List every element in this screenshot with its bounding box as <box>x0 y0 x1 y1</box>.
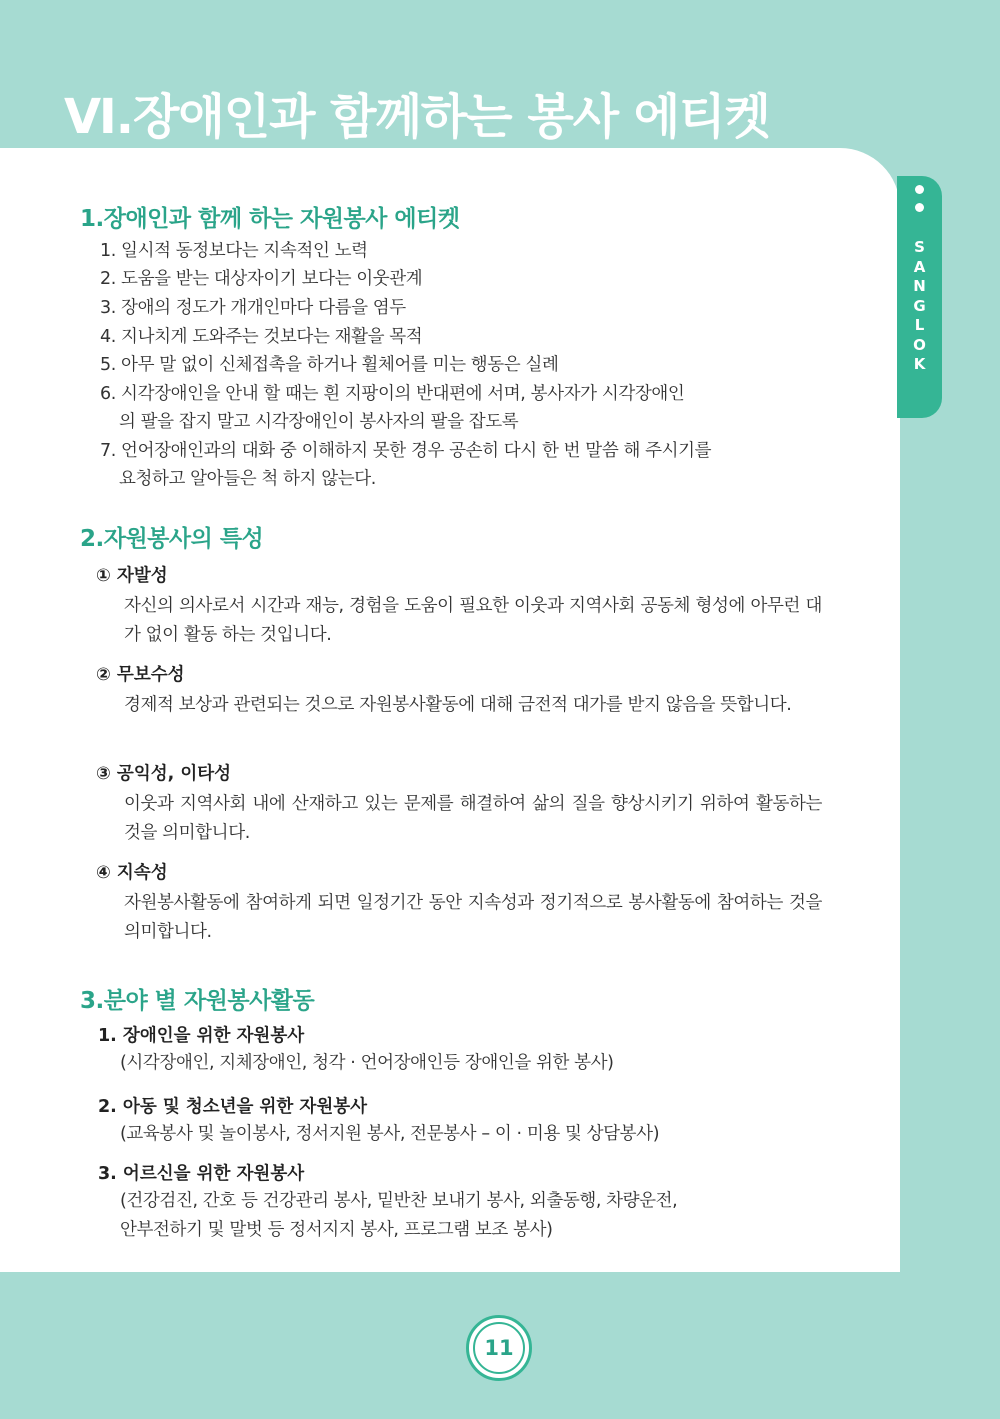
side-tab-letter: O <box>913 335 926 354</box>
field-detail: 안부전하기 및 말벗 등 정서지지 봉사, 프로그램 보조 봉사) <box>120 1220 553 1240</box>
etiquette-item: 2. 도움을 받는 대상자이기 보다는 이웃관계 <box>100 269 423 289</box>
characteristic-text: 자원봉사활동에 참여하게 되면 일정기간 동안 지속성과 정기적으로 봉사활동에 참여하는 것을 의미합니다. <box>124 893 822 942</box>
characteristic-heading: ① 자발성 <box>96 566 168 586</box>
page-number-badge <box>466 1315 532 1381</box>
field-detail: (시각장애인, 지체장애인, 청각 · 언어장애인등 장애인을 위한 봉사) <box>120 1053 614 1073</box>
field-detail: (교육봉사 및 놀이봉사, 정서지원 봉사, 전문봉사 – 이 · 미용 및 상담봉사) <box>120 1124 660 1144</box>
characteristic-heading: ③ 공익성, 이타성 <box>96 764 232 784</box>
etiquette-item: 5. 아무 말 없이 신체접촉을 하거나 휠체어를 미는 행동은 실례 <box>100 355 559 375</box>
side-tab-letter: K <box>913 355 926 373</box>
etiquette-item: 4. 지나치게 도와주는 것보다는 재활을 목적 <box>100 327 423 347</box>
characteristic-heading: ④ 지속성 <box>96 863 168 883</box>
page-number: 11 <box>473 1322 525 1374</box>
etiquette-item: 7. 언어장애인과의 대화 중 이해하지 못한 경우 공손히 다시 한 번 말씀 해 주시기를 <box>100 441 712 461</box>
section-title-characteristics: 2.자원봉사의 특성 <box>80 526 264 552</box>
dots-icon <box>913 185 925 221</box>
characteristic-text: 경제적 보상과 관련되는 것으로 자원봉사활동에 대해 금전적 대가를 받지 않음을 뜻합니다. <box>124 695 792 715</box>
section-title-fields: 3.분야 별 자원봉사활동 <box>80 988 315 1014</box>
characteristic-text: 이웃과 지역사회 내에 산재하고 있는 문제를 해결하여 삶의 질을 향상시키기 위하여 활동하는 것을 의미합니다. <box>124 794 822 843</box>
characteristic-text: 자신의 의사로서 시간과 재능, 경험을 도움이 필요한 이웃과 지역사회 공동체 형성에 아무런 대가 없이 활동 하는 것입니다. <box>124 596 822 645</box>
side-tab <box>897 176 942 418</box>
side-tab-letter: S <box>914 238 925 256</box>
field-heading: 3. 어르신을 위한 자원봉사 <box>98 1164 305 1184</box>
characteristic-heading: ② 무보수성 <box>96 665 185 685</box>
side-tab-letter: G <box>913 296 926 315</box>
side-tab-letter: N <box>913 277 926 295</box>
field-heading: 1. 장애인을 위한 자원봉사 <box>98 1026 305 1046</box>
side-tab-letter: A <box>913 257 926 276</box>
field-heading: 2. 아동 및 청소년을 위한 자원봉사 <box>98 1097 368 1117</box>
field-detail: (건강검진, 간호 등 건강관리 봉사, 밑반찬 보내기 봉사, 외출동행, 차량운전, <box>120 1191 678 1211</box>
section-title-etiquette: 1.장애인과 함께 하는 자원봉사 에티켓 <box>80 206 460 232</box>
etiquette-item-continued: 의 팔을 잡지 말고 시각장애인이 봉사자의 팔을 잡도록 <box>119 412 519 432</box>
chapter-title: Ⅵ.장애인과 함께하는 봉사 에티켓 <box>64 89 770 145</box>
etiquette-item: 1. 일시적 동정보다는 지속적인 노력 <box>100 241 368 261</box>
side-tab-letter: L <box>914 316 925 334</box>
etiquette-item: 6. 시각장애인을 안내 할 때는 흰 지팡이의 반대편에 서며, 봉사자가 시각장애인 <box>100 384 685 404</box>
side-tab-label <box>897 238 942 375</box>
etiquette-item: 3. 장애의 정도가 개개인마다 다름을 염두 <box>100 298 406 318</box>
etiquette-item-continued: 요청하고 알아들은 척 하지 않는다. <box>119 469 376 489</box>
